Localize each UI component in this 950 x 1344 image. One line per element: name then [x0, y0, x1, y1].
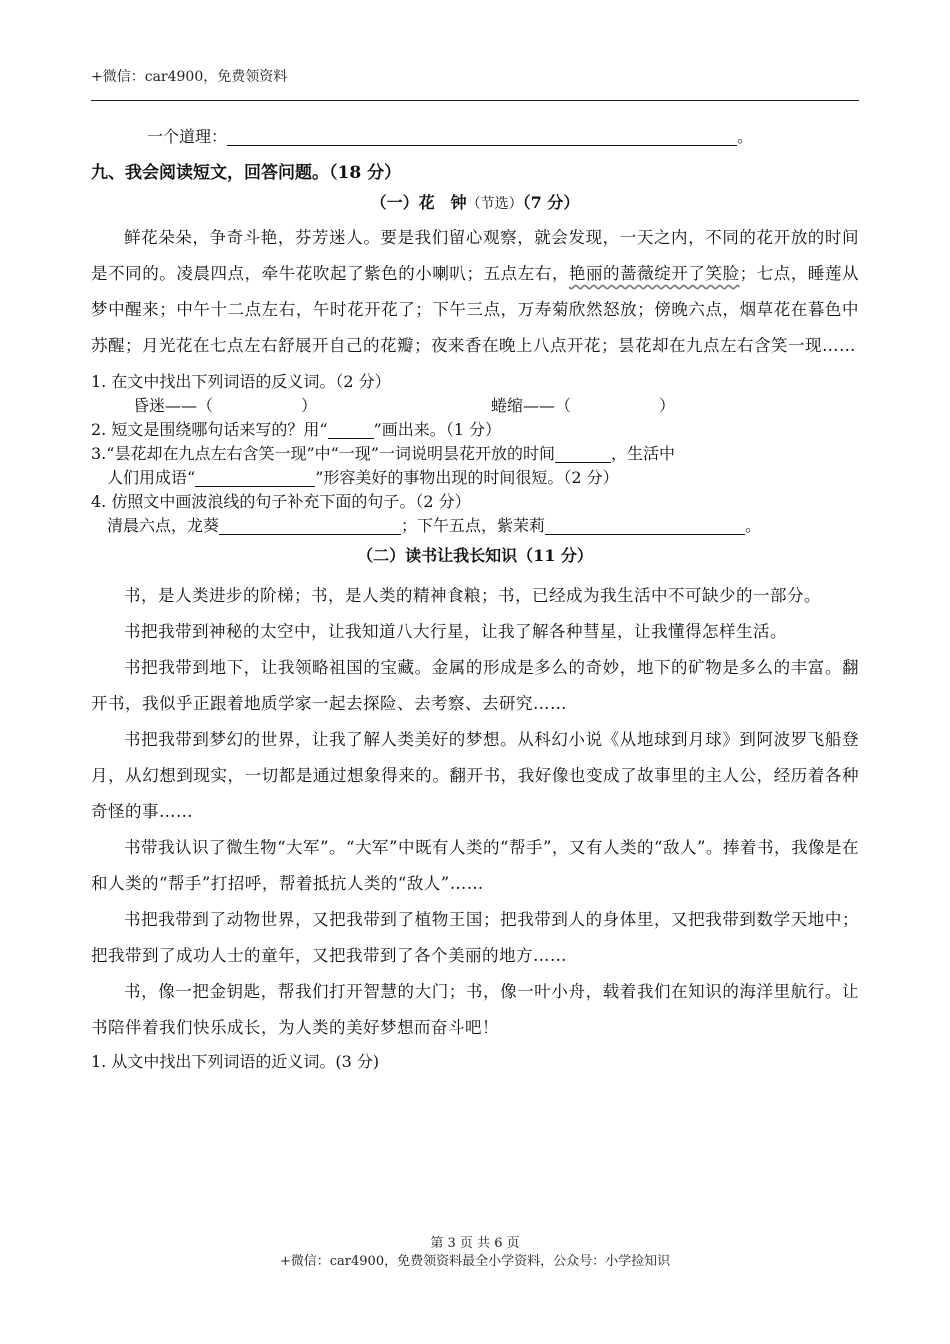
question-3-cont: 人们用成语“ ”形容美好的事物出现的时间很短。（2 分） [107, 468, 619, 487]
part1-title: （一）花 钟（节选）（7 分） [370, 193, 580, 212]
page-content [91, 125, 859, 1074]
passage-paragraph-2: 书把我带到神秘的太空中，让我知道八大行星，让我了解各种彗星，让我懂得怎样生活。 [124, 622, 787, 641]
underline-sample [328, 422, 374, 439]
question-3: 3.“昙花却在九点左右含笑一现”中“一现”一词说明昙花开放的时间 ，生活中 [91, 444, 676, 463]
q3-idiom-blank[interactable] [195, 468, 315, 487]
antonym-2: 蜷缩——（ ） [491, 396, 676, 415]
q4-blank-2[interactable] [545, 516, 745, 535]
antonym-row [91, 394, 859, 418]
question-2: 2. 短文是围绕哪句话来写的？用“ ”画出来。（1 分） [91, 420, 501, 439]
passage-paragraph-1: 书，是人类进步的阶梯；书，是人类的精神食粮；书，已经成为我生活中不可缺少的一部分。 [124, 586, 821, 605]
q4-blank-1[interactable] [219, 516, 401, 535]
passage-paragraph-4: 书把我带到梦幻的世界，让我了解人类美好的梦想。从科幻小说《从地球到月球》到阿波罗飞船登月，从幻想到现实，一切都是通过想象得来的。翻开书，我好像也变成了故事里的主人公，经历着各种奇怪的事…… [91, 730, 859, 821]
passage-paragraph-6: 书把我带到了动物世界，又把我带到了植物王国；把我带到人的身体里，又把我带到数学天地中；把我带到了成功人士的童年，又把我带到了各个美丽的地方…… [91, 910, 859, 965]
part2-question-1: 1. 从文中找出下列词语的近义词。(3 分) [91, 1052, 380, 1071]
antonym-1: 昏迷——（ ） [133, 396, 318, 415]
q3-time-blank[interactable] [555, 444, 611, 463]
principle-line: 一个道理： 。 [147, 127, 754, 146]
page-number: 第 3 页 共 6 页 [430, 1236, 520, 1251]
part2-title: （二）读书让我长知识（11 分） [357, 546, 593, 565]
question-1: 1. 在文中找出下列词语的反义词。（2 分） [91, 372, 391, 391]
principle-label: 一个道理： [147, 127, 228, 146]
wavy-underlined-sentence: 艳丽的蔷薇绽开了笑脸 [568, 264, 740, 283]
header-watermark-note: +微信：car4900，免费领资料 [91, 69, 288, 85]
reading-passage [91, 578, 859, 1046]
footer-watermark-note: +微信：car4900，免费领资料最全小学资料，公众号：小学捡知识 [279, 1254, 671, 1269]
passage-paragraph-5: 书带我认识了微生物“大军”。“大军”中既有人类的“帮手”，又有人类的“敌人”。捧着书，我像是在和人类的“帮手”打招呼，帮着抵抗人类的“敌人”…… [91, 838, 859, 893]
flower-clock-passage: 鲜花朵朵，争奇斗艳，芬芳迷人。要是我们留心观察，就会发现，一天之内，不同的花开放的时间是不同的。凌晨四点，牵牛花吹起了紫色的小喇叭；五点左右，艳丽的蔷薇绽开了笑脸；七点，睡莲从梦中醒来；中午十二点左右，午时花开花了；下午三点，万寿菊欣然怒放；傍晚六点，烟草花在暮色中苏醒；月光花在七点左右舒展开自己的花瓣；夜来香在晚上八点开花；昙花却在九点左右含笑一现…… [91, 228, 860, 355]
section-9-title: 九、我会阅读短文，回答问题。（18 分） [91, 163, 402, 183]
passage-paragraph-7: 书，像一把金钥匙，帮我们打开智慧的大门；书，像一叶小舟，载着我们在知识的海洋里航行。让书陪伴着我们快乐成长，为人类的美好梦想而奋斗吧！ [91, 982, 859, 1037]
question-4: 4. 仿照文中画波浪线的句子补充下面的句子。（2 分） [91, 492, 471, 511]
header-divider [91, 100, 859, 101]
question-4-answer: 清晨六点，龙葵 ；下午五点，紫茉莉 。 [107, 516, 762, 535]
passage-paragraph-3: 书把我带到地下，让我领略祖国的宝藏。金属的形成是多么的奇妙，地下的矿物是多么的丰富。翻开书，我似乎正跟着地质学家一起去探险、去考察、去研究…… [91, 658, 859, 713]
principle-answer-blank[interactable] [227, 127, 737, 146]
